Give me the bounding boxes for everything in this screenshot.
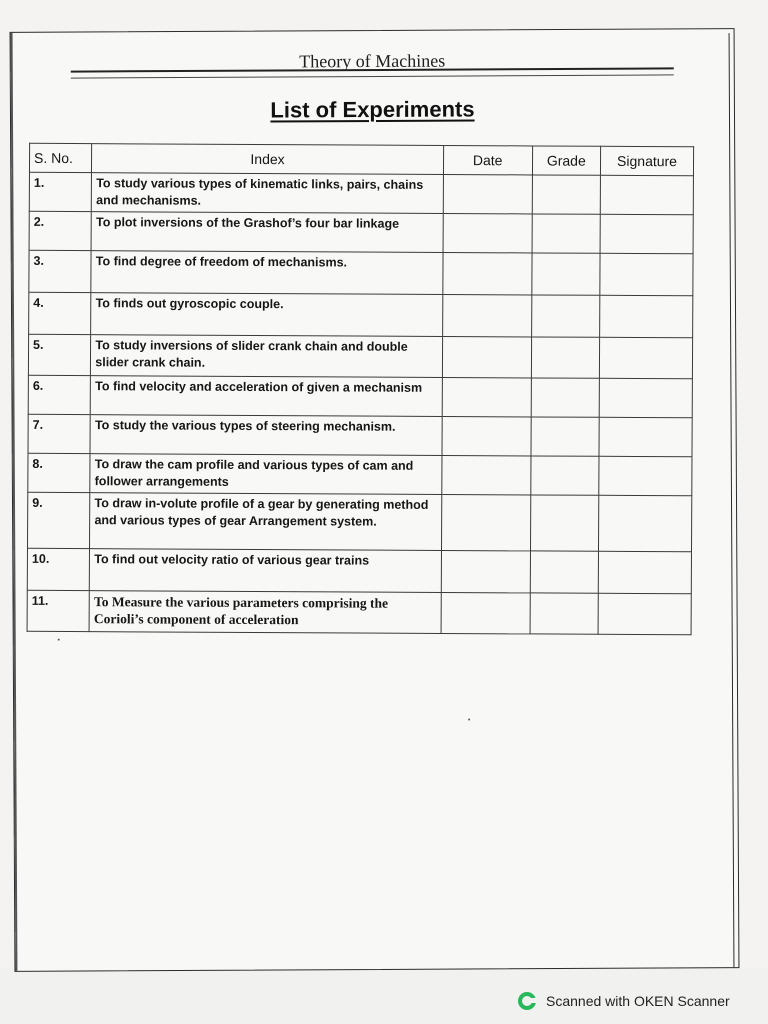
row-grade: [530, 495, 599, 551]
row-signature: [599, 417, 692, 456]
row-sno: 8.: [28, 453, 91, 492]
row-grade: [531, 378, 600, 417]
row-signature: [600, 175, 693, 214]
row-signature: [600, 214, 693, 253]
table-row: [28, 375, 692, 417]
document-page: [10, 28, 740, 972]
row-date: [441, 592, 530, 633]
row-index: To find velocity and acceleration of given a mechanism: [91, 376, 443, 417]
row-sno: 7.: [28, 414, 91, 453]
row-signature: [600, 253, 693, 295]
row-index: To study the various types of steering mechanism.: [90, 415, 442, 456]
scanner-watermark: [518, 991, 730, 1011]
table-row: [28, 492, 692, 551]
paper-speck: [58, 639, 60, 641]
row-index: To find degree of freedom of mechanisms.: [91, 251, 443, 295]
table-row: [27, 590, 691, 634]
table-row: [29, 211, 693, 253]
row-date: [442, 336, 531, 377]
column-header-grade: Grade: [532, 146, 601, 175]
row-index: To plot inversions of the Grashof’s four bar linkage: [91, 212, 443, 253]
row-grade: [531, 337, 600, 378]
row-date: [443, 174, 532, 213]
row-date: [442, 377, 531, 416]
page-border: [729, 33, 735, 967]
page-title: List of Experiments: [270, 96, 475, 123]
row-sno: 2.: [29, 211, 92, 250]
row-signature: [598, 551, 691, 593]
row-date: [441, 494, 530, 550]
oken-logo-icon: [518, 992, 536, 1010]
table-row: [29, 250, 693, 295]
scanner-watermark-text: Scanned with OKEN Scanner: [546, 993, 730, 1009]
page-edge-marks: [0, 0, 8, 120]
row-date: [443, 252, 532, 294]
row-index: To draw the cam profile and various types of cam and follower arrangements: [90, 454, 442, 495]
row-index: To draw in-volute profile of a gear by generating method and various types of gear Arrangement system.: [90, 493, 442, 551]
row-signature: [600, 295, 693, 337]
row-signature: [599, 378, 692, 417]
row-index: To study various types of kinematic links, pairs, chains and mechanisms.: [92, 173, 444, 214]
row-index: To find out velocity ratio of various gear trains: [90, 549, 442, 593]
table-row: [29, 292, 693, 337]
row-grade: [531, 253, 600, 295]
row-date: [442, 294, 531, 336]
row-index: To finds out gyroscopic couple.: [91, 293, 443, 337]
row-grade: [532, 214, 601, 253]
row-sno: 5.: [28, 334, 91, 375]
row-grade: [531, 417, 600, 456]
row-date: [441, 550, 530, 592]
row-grade: [530, 593, 599, 634]
column-header-index: Index: [92, 144, 444, 175]
table-header-row: [29, 143, 693, 175]
row-date: [442, 416, 531, 455]
column-header-signature: Signature: [600, 146, 693, 175]
row-signature: [599, 337, 692, 378]
table-row: [29, 172, 693, 214]
row-index: To Measure the various parameters comprising the Corioli’s component of acceleration: [89, 591, 441, 634]
row-sno: 10.: [27, 548, 90, 590]
row-sno: 6.: [28, 375, 91, 414]
column-header-sno: S. No.: [29, 143, 91, 172]
row-grade: [531, 295, 600, 337]
row-sno: 9.: [28, 492, 91, 548]
row-grade: [532, 175, 601, 214]
row-sno: 4.: [29, 292, 92, 334]
row-sno: 11.: [27, 590, 90, 631]
row-sno: 3.: [29, 250, 92, 292]
table-row: [28, 453, 692, 495]
column-header-date: Date: [443, 145, 532, 174]
experiments-table: [27, 143, 695, 635]
row-grade: [530, 551, 599, 593]
table-row: [28, 334, 692, 378]
paper-speck: [468, 719, 470, 721]
document-header: Theory of Machines: [299, 50, 446, 72]
row-grade: [530, 456, 599, 495]
row-sno: 1.: [29, 172, 92, 211]
row-date: [443, 213, 532, 252]
table-row: [28, 414, 692, 456]
row-index: To study inversions of slider crank chain and double slider crank chain.: [91, 335, 443, 378]
row-signature: [598, 593, 691, 634]
row-signature: [599, 456, 692, 495]
table-row: [27, 548, 691, 593]
row-date: [442, 455, 531, 494]
row-signature: [599, 495, 692, 551]
